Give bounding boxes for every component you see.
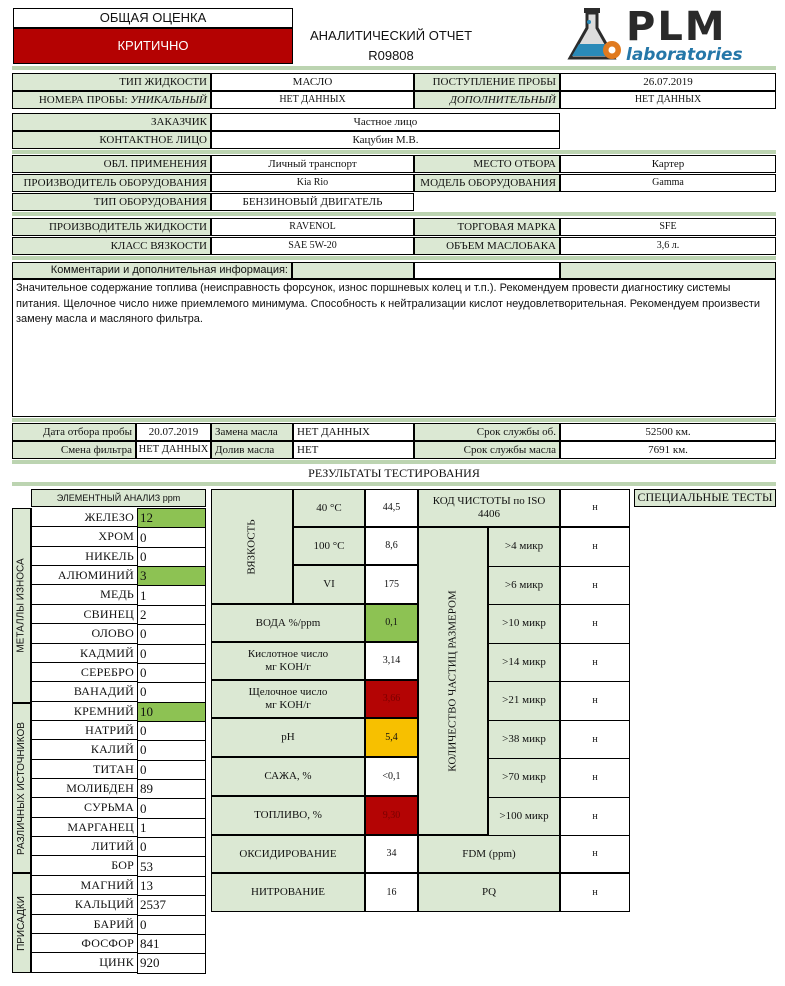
element-name: КАЛЬЦИЙ [31,895,137,914]
element-name: НАТРИЙ [31,721,137,740]
particle-count-value: н [560,758,630,798]
iso-code-label-line2: 4406 [478,508,500,520]
iso-code-label-line1: КОД ЧИСТОТЫ по ISO [432,495,546,508]
sample-extra-value: НЕТ ДАННЫХ [560,91,776,109]
element-value: 0 [137,624,206,644]
element-value: 0 [137,663,206,683]
element-value: 0 [137,682,206,702]
comments-header-cell [292,262,414,279]
tbn-label [211,680,365,718]
equipment-life-label: Срок службы об. [414,423,560,441]
element-name: ВАНАДИЙ [31,682,137,701]
special-tests-label: СПЕЦИАЛЬНЫЕ ТЕСТЫ [634,489,776,507]
oxidation-label: ОКСИДИРОВАНИЕ [211,835,365,873]
application-label: ОБЛ. ПРИМЕНЕНИЯ [12,155,211,173]
particle-size-label: >70 микр [488,758,560,798]
equipment-life-value: 52500 км. [560,423,776,441]
element-value: 0 [137,721,206,741]
element-value: 1 [137,585,206,605]
sump-volume-value: 3,6 л. [560,237,776,255]
brand-value: SFE [560,218,776,236]
vi-value: 175 [365,565,418,604]
group-wear-metals [12,508,31,703]
element-value: 0 [137,527,206,547]
v40-value: 44,5 [365,489,418,527]
equipment-maker-value: Kia Rio [211,174,414,192]
particle-count-value: н [560,527,630,567]
equipment-maker-label: ПРОИЗВОДИТЕЛЬ ОБОРУДОВАНИЯ [12,174,211,192]
element-name: МАРГАНЕЦ [31,818,137,837]
element-value: 0 [137,798,206,818]
overall-status-badge: КРИТИЧНО [13,28,293,64]
element-name: КАДМИЙ [31,644,137,663]
element-name: МАГНИЙ [31,876,137,895]
particle-size-label: >38 микр [488,720,560,760]
fuel-label: ТОПЛИВО, % [211,796,365,835]
element-name: ЦИНК [31,953,137,972]
sample-extra-label: ДОПОЛНИТЕЛЬНЫЙ [414,91,560,109]
group-various-sources-label: РАЗЛИЧНЫХ ИСТОЧНИКОВ [16,721,27,855]
equipment-type-value: БЕНЗИНОВЫЙ ДВИГАТЕЛЬ [211,193,414,211]
comments-header-cell [414,262,560,279]
oil-change-label: Замена масла [211,423,293,441]
element-value: 0 [137,760,206,780]
element-name: МОЛИБДЕН [31,779,137,798]
element-name: ОЛОВО [31,624,137,643]
fdm-label: FDM (ppm) [418,835,560,873]
water-value: 0,1 [365,604,418,642]
tan-label [211,642,365,680]
element-name: СУРЬМА [31,798,137,817]
sample-date-label: Дата отбора пробы [12,423,136,441]
viscosity-class-value: SAE 5W-20 [211,237,414,255]
element-value: 0 [137,837,206,857]
nitration-label: НИТРОВАНИЕ [211,873,365,912]
element-name: МЕДЬ [31,585,137,604]
element-name: СЕРЕБРО [31,663,137,682]
sample-numbers-label-text: НОМЕРА ПРОБЫ: [38,93,128,106]
nitration-value: 16 [365,873,418,912]
ph-label: pH [211,718,365,757]
group-wear-metals-label: МЕТАЛЛЫ ИЗНОСА [16,558,28,653]
topup-value: НЕТ [293,441,414,459]
element-value: 2 [137,605,206,625]
particle-count-label [418,527,488,835]
tbn-label-line1: Щелочное число [248,686,328,699]
particle-count-label-text: КОЛИЧЕСТВО ЧАСТИЦ РАЗМЕРОМ [447,590,459,772]
water-label: ВОДА %/ppm [211,604,365,642]
element-name: ТИТАН [31,760,137,779]
fdm-value: н [560,835,630,873]
brand-label: ТОРГОВАЯ МАРКА [414,218,560,236]
logo-main-text: PLM [626,4,727,50]
equipment-type-label: ТИП ОБОРУДОВАНИЯ [12,193,211,211]
particle-size-label: >14 микр [488,643,560,683]
element-value: 0 [137,915,206,935]
pq-value: н [560,873,630,912]
divider-band [12,256,776,260]
element-name: ЖЕЛЕЗО [31,508,137,527]
customer-label: ЗАКАЗЧИК [12,113,211,131]
v100-label: 100 °C [293,527,365,565]
soot-value: <0,1 [365,757,418,796]
ph-value: 5,4 [365,718,418,757]
element-value: 12 [137,508,206,528]
group-additives-label: ПРИСАДКИ [16,895,27,951]
iso-code-label [418,489,560,527]
element-value: 920 [137,953,206,973]
group-various-sources [12,703,31,873]
equipment-model-value: Gamma [560,174,776,192]
divider-band [12,460,776,464]
divider-band [12,150,776,154]
sample-date-value: 20.07.2019 [136,423,211,441]
divider-band [12,482,776,486]
oil-life-value: 7691 км. [560,441,776,459]
viscosity-class-label: КЛАСС ВЯЗКОСТИ [12,237,211,255]
contact-label: КОНТАКТНОЕ ЛИЦО [12,131,211,149]
tbn-value: 3,66 [365,680,418,718]
group-additives [12,873,31,973]
particle-size-label: >4 микр [488,527,560,567]
viscosity-section-label [211,489,293,604]
particle-count-value: н [560,566,630,606]
particle-count-value: н [560,643,630,683]
element-name: СВИНЕЦ [31,605,137,624]
element-value: 1 [137,818,206,838]
filter-change-label: Смена фильтра [12,441,136,459]
overall-assessment-label: ОБЩАЯ ОЦЕНКА [13,8,293,28]
divider-band [12,212,776,216]
iso-code-value: н [560,489,630,527]
logo-sub-text: laboratories [626,45,743,65]
equipment-model-label: МОДЕЛЬ ОБОРУДОВАНИЯ [414,174,560,192]
report-title: АНАЛИТИЧЕСКИЙ ОТЧЕТ [309,28,473,43]
receipt-date-label: ПОСТУПЛЕНИЕ ПРОБЫ [414,73,560,91]
fluid-type-label: ТИП ЖИДКОСТИ [12,73,211,91]
element-value: 89 [137,779,206,799]
soot-label: САЖА, % [211,757,365,796]
element-name: НИКЕЛЬ [31,547,137,566]
tan-label-line2: мг KOH/г [265,661,311,673]
customer-value: Частное лицо [211,113,560,131]
contact-value: Кацубин М.В. [211,131,560,149]
element-name: ЛИТИЙ [31,837,137,856]
fuel-value: 9,30 [365,796,418,835]
v40-label: 40 °C [293,489,365,527]
element-name: ФОСФОР [31,934,137,953]
fluid-maker-label: ПРОИЗВОДИТЕЛЬ ЖИДКОСТИ [12,218,211,236]
particle-count-value: н [560,681,630,721]
comments-text: Значительное содержание топлива (неисправность форсунок, износ поршневых колец и т.п.). Рекомендуем провести диагностику системы питания. Щелочное число ниже приемлемого минимума. Способность к нейтрализации кислот неудовлетворительная. Рекомендуем произвести замену масла и масляного фильтра. [12,279,776,417]
particle-count-value: н [560,720,630,760]
particle-size-label: >100 микр [488,797,560,837]
viscosity-section-label-text: ВЯЗКОСТЬ [246,518,258,575]
pq-label: PQ [418,873,560,912]
vi-label: VI [293,565,365,604]
sample-unique-value: НЕТ ДАННЫХ [211,91,414,109]
comments-label: Комментарии и дополнительная информация: [12,262,292,279]
sample-unique-label: УНИКАЛЬНЫЙ [130,93,207,106]
element-value: 0 [137,644,206,664]
filter-change-value: НЕТ ДАННЫХ [136,441,211,459]
flask-gear-icon [562,6,626,66]
element-name: КАЛИЙ [31,740,137,759]
element-value: 3 [137,566,206,586]
topup-label: Долив масла [211,441,293,459]
divider-band [12,66,776,70]
receipt-date-value: 26.07.2019 [560,73,776,91]
element-value: 10 [137,702,206,722]
element-name: БАРИЙ [31,915,137,934]
element-name: ХРОМ [31,527,137,546]
divider-band [12,418,776,422]
element-value: 53 [137,856,206,876]
particle-size-label: >10 микр [488,604,560,644]
oil-change-value: НЕТ ДАННЫХ [293,423,414,441]
fluid-type-value: МАСЛО [211,73,414,91]
element-name: БОР [31,856,137,875]
sampling-point-label: МЕСТО ОТБОРА [414,155,560,173]
application-value: Личный транспорт [211,155,414,173]
element-value: 841 [137,934,206,954]
tan-value: 3,14 [365,642,418,680]
element-value: 0 [137,547,206,567]
plm-logo [560,6,776,66]
particle-size-label: >6 микр [488,566,560,606]
v100-value: 8,6 [365,527,418,565]
element-name: АЛЮМИНИЙ [31,566,137,585]
oxidation-value: 34 [365,835,418,873]
oil-life-label: Срок службы масла [414,441,560,459]
sump-volume-label: ОБЪЕМ МАСЛОБАКА [414,237,560,255]
report-number: R09808 [368,48,414,63]
tan-label-line1: Кислотное число [247,648,329,661]
particle-count-value: н [560,797,630,837]
comments-header-cell [560,262,776,279]
results-title: РЕЗУЛЬТАТЫ ТЕСТИРОВАНИЯ [308,466,480,480]
sample-numbers-label [12,91,211,109]
particle-size-label: >21 микр [488,681,560,721]
tbn-label-line2: мг KOH/г [265,699,311,711]
elemental-analysis-title: ЭЛЕМЕНТНЫЙ АНАЛИЗ ppm [31,489,206,507]
fluid-maker-value: RAVENOL [211,218,414,236]
element-value: 0 [137,740,206,760]
element-value: 2537 [137,895,206,915]
element-value: 13 [137,876,206,896]
element-name: КРЕМНИЙ [31,702,137,721]
sampling-point-value: Картер [560,155,776,173]
particle-count-value: н [560,604,630,644]
